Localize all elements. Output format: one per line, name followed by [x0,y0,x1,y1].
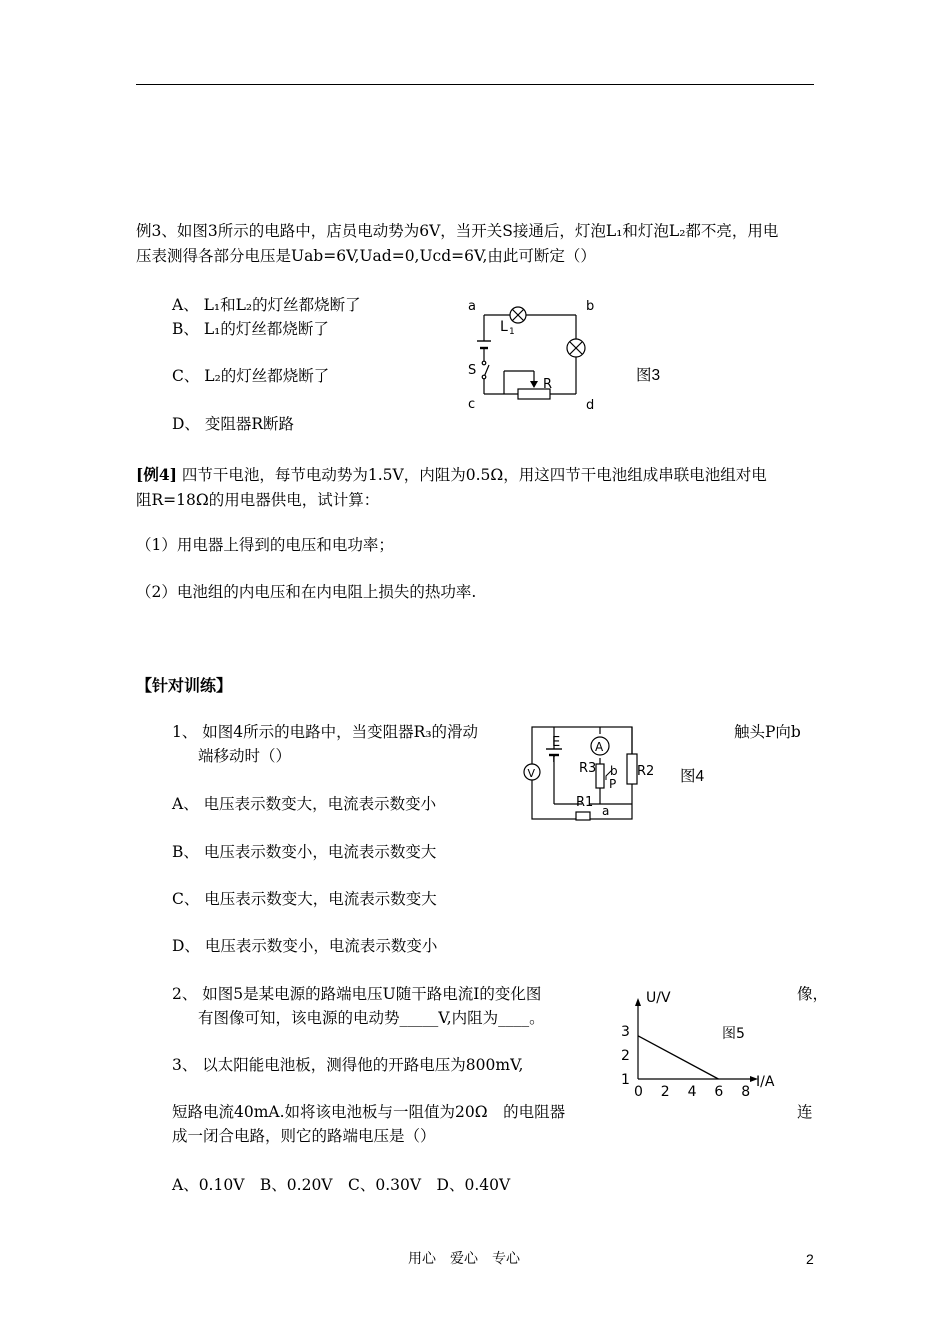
slider-arrow-icon [530,381,538,388]
example3-option-c: C、 L₂的灯丝都烧断了 [172,367,330,385]
chart-title: 图5 [722,1026,745,1042]
battery-icon [477,341,491,348]
x-tick-label: 4 [687,1084,697,1100]
footer-motto: 用心 爱心 专心 [408,1251,520,1267]
switch-S-icon [482,361,489,379]
example4-line1-text: 四节干电池，每节电动势为1.5V，内阻为0.5Ω，用这四节干电池组成串联电池组对电 [176,466,767,484]
figure4-caption: 图4 [680,768,705,785]
label-L1-sub: 1 [509,327,515,337]
figure3-circuit [460,293,610,415]
q3-line3: 成一闭合电路，则它的路端电压是（） [172,1127,436,1145]
q1-option-d: D、 电压表示数变小，电流表示数变小 [172,937,438,955]
label-E: E [552,735,561,750]
y-axis-label: U/V [646,990,671,1006]
x-axis-label: I/A [756,1074,775,1090]
label-b: b [610,764,618,778]
example3-line1: 例3、如图3所示的电路中，店员电动势为6V，当开关S接通后，灯泡L₁和灯泡L₂都不亮，用电 [136,222,779,240]
example4-q1: （1）用电器上得到的电压和电功率； [136,536,394,554]
practice-heading: 【针对训练】 [136,676,233,695]
header-rule [136,84,814,85]
label-a: a [602,804,610,818]
q2-line2: 有图像可知，该电源的电动势_____V,内阻为____。 [198,1009,545,1027]
q2-line1: 2、 如图5是某电源的路端电压U随干路电流I的变化图 [172,985,542,1003]
q3-options: A、0.10V B、0.20V C、0.30V D、0.40V [172,1176,511,1194]
ammeter-label: A [595,740,604,754]
resistor-R1-icon [576,812,590,820]
lamp-L1-icon [510,307,526,323]
label-c: c [468,397,476,412]
label-b: b [586,299,595,314]
q1-option-b: B、 电压表示数变小，电流表示数变大 [172,843,437,861]
voltmeter-label: V [527,767,536,780]
example3-option-a: A、 L₁和L₂的灯丝都烧断了 [172,296,361,314]
x-tick-label: 8 [741,1084,751,1100]
label-L1: L [500,319,508,335]
label-a: a [468,299,476,314]
y-tick-label: 1 [621,1072,630,1088]
q2-line1-tail: 像， [797,985,829,1003]
q3-line2-tail: 连 [797,1103,813,1121]
series-line [638,1036,718,1079]
label-R3: R3 [579,761,597,776]
q1-option-a: A、 电压表示数变大，电流表示数变小 [172,795,437,813]
label-d: d [586,398,595,413]
y-tick-label: 3 [621,1024,630,1040]
q1-line1-tail: 触头P向b [734,723,801,741]
q1-line1: 1、 如图4所示的电路中，当变阻器R₃的滑动 [172,723,479,741]
label-r: r [552,751,558,766]
example3-option-b: B、 L₁的灯丝都烧断了 [172,320,329,338]
x-tick-label: 0 [634,1084,643,1100]
figure5-chart [610,988,790,1113]
figure3-caption: 图3 [636,367,661,384]
example4-title: [例4] [136,465,177,484]
label-R: R [543,377,553,392]
q3-line2: 短路电流40mA.如将该电池板与一阻值为20Ω 的电阻器 [172,1103,566,1121]
q1-line2: 端移动时（） [198,747,292,765]
example4-q2: （2）电池组的内电压和在内电阻上损失的热功率. [136,583,477,601]
label-P: P [609,777,617,791]
x-tick-label: 2 [660,1084,670,1100]
y-tick-label: 2 [621,1048,630,1064]
resistor-R3-icon [596,764,604,788]
example4-line2: 阻R=18Ω的用电器供电，试计算： [136,491,380,509]
lamp-L2-icon [567,339,585,357]
x-tick-label: 6 [714,1084,724,1100]
label-R2: R2 [637,764,655,779]
example3-line2: 压表测得各部分电压是Uab=6V,Uad=0,Ucd=6V,由此可断定（） [136,247,596,265]
resistor-R2-icon [627,754,637,784]
q1-option-c: C、 电压表示数变大，电流表示数变大 [172,890,437,908]
figure4-circuit [522,724,655,824]
y-axis-arrow-icon [635,998,641,1006]
q3-line1: 3、 以太阳能电池板，测得他的开路电压为800mV, [172,1056,524,1074]
page-number: 2 [806,1251,814,1267]
label-R1: R1 [576,795,594,810]
example4-line1 [136,465,767,485]
label-S: S [468,363,477,378]
example3-option-d: D、 变阻器R断路 [172,415,295,433]
